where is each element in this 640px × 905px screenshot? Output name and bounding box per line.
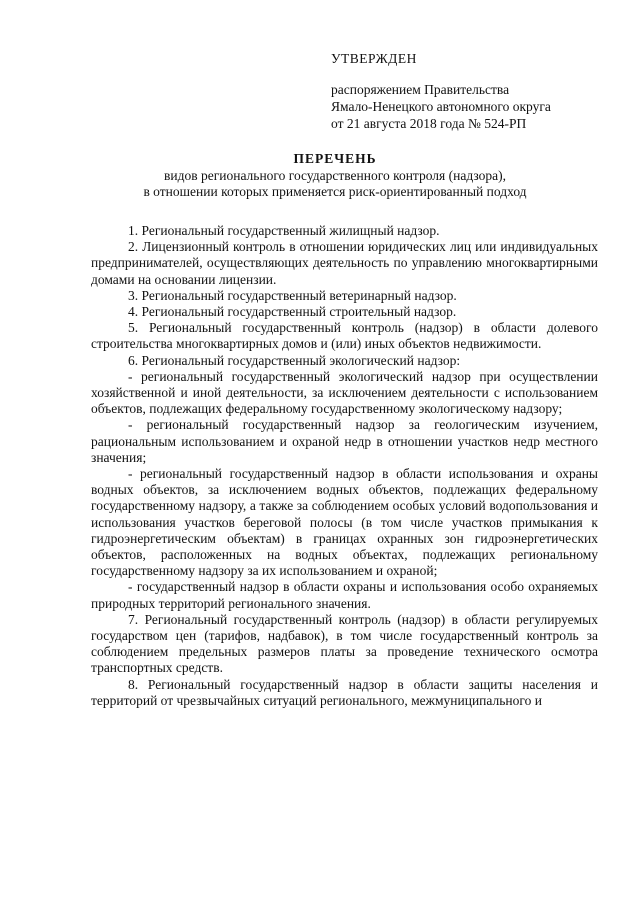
approval-block <box>331 50 551 132</box>
approval-line-2: Ямало-Ненецкого автономного округа <box>331 99 551 114</box>
approval-line-1: распоряжением Правительства <box>331 82 510 97</box>
approval-line-3: от 21 августа 2018 года № 524-РП <box>331 116 527 131</box>
paragraph-6-item-4: - государственный надзор в области охраны и использования особо охраняемых природных территорий регионального значения. <box>91 579 598 611</box>
paragraph-5: 5. Региональный государственный контроль (надзор) в области долевого строительства многоквартирных домов и (или) иных объектов недвижимости. <box>91 320 598 352</box>
paragraph-1: 1. Региональный государственный жилищный надзор. <box>128 223 440 238</box>
document-heading <box>90 151 580 200</box>
document-body <box>91 223 598 709</box>
approval-stamp: УТВЕРЖДЕН <box>331 51 417 66</box>
document-title: ПЕРЕЧЕНЬ <box>293 151 377 166</box>
paragraph-4: 4. Региональный государственный строительный надзор. <box>128 304 457 320</box>
document-subtitle-2: в отношении которых применяется риск-ориентированный подход <box>143 184 527 199</box>
paragraph-6-item-1: - региональный государственный экологический надзор при осуществлении хозяйственной и иной деятельности, за исключением деятельности с использованием объектов, подлежащих федеральному государственному экологическому надзору; <box>91 368 598 417</box>
paragraph-3: 3. Региональный государственный ветеринарный надзор. <box>128 287 457 303</box>
paragraph-6: 6. Региональный государственный экологический надзор: <box>128 352 461 368</box>
document-subtitle-1: видов регионального государственного контроля (надзора), <box>164 168 506 183</box>
paragraph-6-item-2: - региональный государственный надзор за геологическим изучением, рациональным использованием и охраной недр в отношении участков недр местного значения; <box>91 417 598 465</box>
paragraph-2: 2. Лицензионный контроль в отношении юридических лиц или индивидуальных предпринимателей, осуществляющих деятельность по управлению многоквартирными домами на основании лицензии. <box>91 239 598 287</box>
paragraph-7: 7. Региональный государственный контроль (надзор) в области регулируемых государством цен (тарифов, надбавок), в том числе государственный контроль за соблюдением предельных размеров платы за проведение технического осмотра транспортных средств. <box>91 611 598 676</box>
paragraph-8: 8. Региональный государственный надзор в области защиты населения и территорий от чрезвычайных ситуаций регионального, межмуниципального и <box>91 676 598 708</box>
paragraph-6-item-3: - региональный государственный надзор в области использования и охраны водных объектов, за исключением водных объектов, подлежащих федеральному государственному надзору, а также за соблюдением особых условий водопользования и использования участков береговой полосы (в том числе участков примыкания к гидроэнергетическим объектам) в границах охранных зон гидроэнергетических объектов, расположенных на водных объектах, подлежащих региональному государственному надзору за их использованием и охраной; <box>91 466 598 579</box>
